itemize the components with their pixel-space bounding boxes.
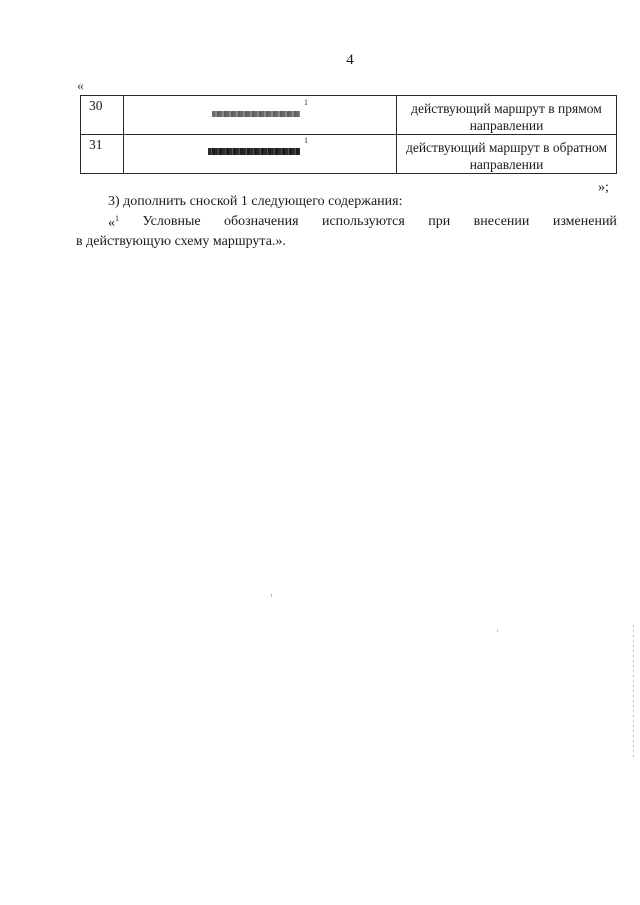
footnote-word: изменений	[552, 214, 617, 229]
opening-quote: «	[77, 79, 84, 94]
scan-artifact	[271, 594, 272, 597]
footnote-word: при	[428, 214, 451, 229]
footnote-word: обозначения	[224, 214, 299, 229]
row-symbol-cell	[124, 135, 397, 174]
route-symbol-reverse	[208, 136, 308, 151]
footnote-text-line	[108, 214, 617, 232]
redacted-symbol-image	[212, 111, 300, 117]
footnote-continuation: в действующую схему маршрута.».	[76, 234, 286, 249]
row-description-cell: действующий маршрут в обратном направлении	[397, 135, 617, 174]
row-number-cell: 30	[81, 96, 124, 135]
closing-quote: »;	[598, 180, 609, 195]
footnote-superscript: 1	[304, 98, 308, 107]
footnote-superscript: 1	[304, 136, 308, 145]
row-symbol-cell	[124, 96, 397, 135]
table-row	[81, 135, 617, 174]
row-number-cell: 31	[81, 135, 124, 174]
row-description-cell: действующий маршрут в прямом направлении	[397, 96, 617, 135]
footnote-word: внесении	[473, 214, 530, 229]
amendment-item-3: 3) дополнить сноской 1 следующего содержания:	[108, 194, 403, 209]
route-symbol-forward	[212, 98, 308, 113]
footnote-lead: «$^1$	[108, 214, 119, 231]
table-row	[81, 96, 617, 135]
scan-artifact	[497, 630, 498, 632]
footnote-word: используются	[321, 214, 405, 229]
page-number: 4	[346, 52, 354, 68]
footnote-marker: 1	[115, 214, 119, 223]
scan-margin-artifact	[633, 625, 634, 760]
redacted-symbol-image	[208, 148, 300, 155]
footnote-word: Условные	[142, 214, 201, 229]
legend-table	[80, 95, 617, 174]
